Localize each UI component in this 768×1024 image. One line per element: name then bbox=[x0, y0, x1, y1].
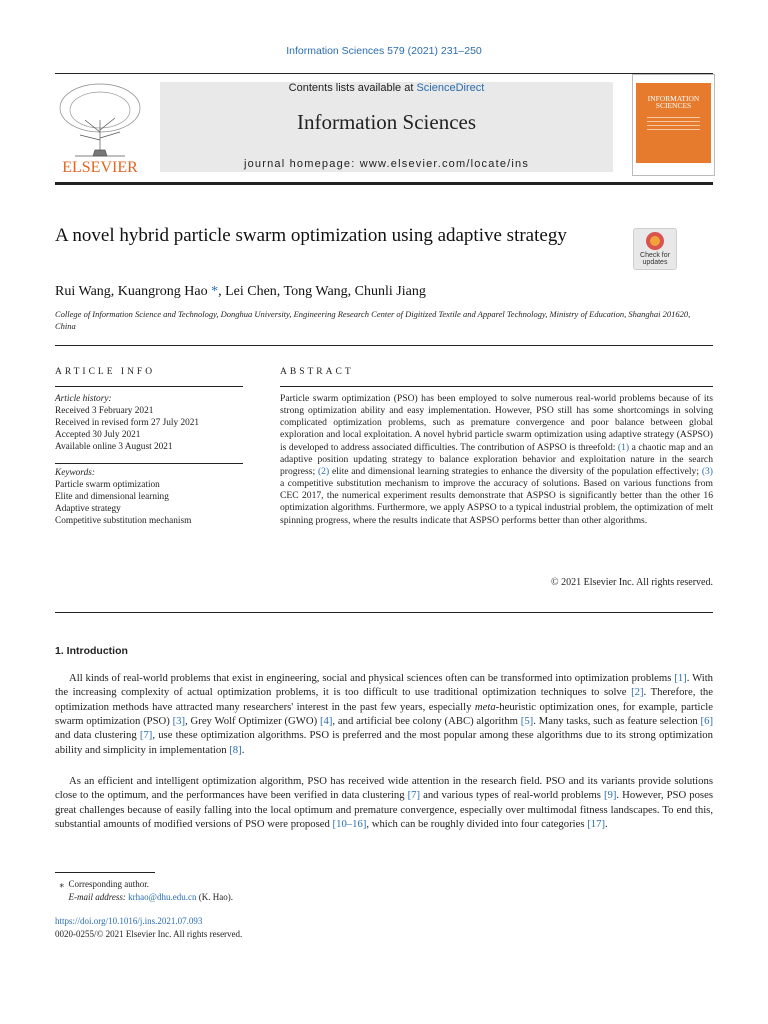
article-history bbox=[55, 393, 245, 453]
citation-link[interactable]: [9] bbox=[603, 789, 617, 802]
issn-line: 0020-0255/© 2021 Elsevier Inc. All rights reserved. bbox=[55, 928, 243, 939]
citation-link[interactable]: [2] bbox=[631, 686, 644, 699]
cover-line bbox=[647, 117, 700, 118]
author-email-link[interactable]: krhao@dhu.edu.cn bbox=[128, 891, 197, 902]
corresponding-footnote: ⁎ Corresponding author. bbox=[59, 879, 149, 889]
abstract-rule bbox=[280, 386, 713, 387]
contents-prefix: Contents lists available at bbox=[288, 82, 417, 94]
history-item: Available online 3 August 2021 bbox=[55, 442, 173, 452]
journal-title: Information Sciences bbox=[296, 110, 477, 134]
keyword-item: Elite and dimensional learning bbox=[55, 492, 169, 502]
email-footnote: E-mail address: krhao@dhu.edu.cn (K. Hao). bbox=[68, 891, 233, 902]
corresponding-author-link[interactable]: * bbox=[211, 284, 219, 299]
affiliation: College of Information Science and Technology, Donghua University, Engineering Research Center of Digitized Textile and Apparel Technology, Ministry of Education, Shanghai 201620, China bbox=[55, 309, 691, 331]
citation-link[interactable]: [8] bbox=[229, 743, 242, 756]
elsevier-tree-logo bbox=[55, 80, 145, 176]
section-rule bbox=[55, 345, 713, 346]
intro-paragraph-2: As an efficient and intelligent optimization algorithm, PSO has received wide attention in the research field. PSO and its variants provide solutions close to the optimum, and the performances have been verified in data clustering [7] and various types of real-world problems [9]. However, PSO poses great challenges because of easily falling into the local optimum and premature convergence, especially over multimodal fitness landscapes. To end this, substantial amounts of modified versions of PSO were proposed [10–16], which can be roughly divided into four categories [17]. bbox=[55, 775, 713, 831]
header-top-rule bbox=[55, 73, 713, 74]
check-updates-label: Check for updates bbox=[640, 252, 670, 266]
abstract-copyright: © 2021 Elsevier Inc. All rights reserved. bbox=[550, 577, 713, 588]
footnote-rule bbox=[55, 872, 155, 873]
article-info-heading: ARTICLE INFO bbox=[55, 367, 156, 377]
check-updates-icon-inner bbox=[650, 236, 660, 246]
citation-link[interactable]: [1] bbox=[674, 672, 687, 684]
elsevier-wordmark: ELSEVIER bbox=[62, 159, 138, 176]
citation-link[interactable]: [6] bbox=[700, 715, 714, 728]
history-item: Received in revised form 27 July 2021 bbox=[55, 418, 200, 428]
citation-link[interactable]: [10–16] bbox=[332, 818, 367, 831]
history-item: Accepted 30 July 2021 bbox=[55, 430, 141, 440]
section-rule bbox=[55, 612, 713, 613]
contribution-link-2[interactable]: (2) bbox=[317, 465, 330, 477]
abstract-heading: ABSTRACT bbox=[280, 367, 354, 377]
article-title: A novel hybrid particle swarm optimization using adaptive strategy bbox=[55, 225, 567, 246]
keyword-item: Adaptive strategy bbox=[55, 504, 121, 514]
keyword-item: Competitive substitution mechanism bbox=[55, 516, 192, 526]
intro-paragraph-1: All kinds of real-world problems that exist in engineering, social and physical sciences often can be transformed into optimization problems [1]. With the increasing complexity of actual optimization problems, it is too difficult to use traditional optimization techniques to solve [2]. Therefore, the optimization methods have attracted many researchers' interest in the past few years, especially meta-heuristic optimization ones, for example, particle swarm optimization (PSO) [3], Grey Wolf Optimizer (GWO) [4], and artificial bee colony (ABC) algorithm [5]. Many tasks, such as feature selection [6] and data clustering [7], use these optimization algorithms. PSO is preferred and the most popular among these algorithms due to its strong optimization ability and simplicity in implementation [8]. bbox=[55, 672, 714, 756]
citation-link[interactable]: [7] bbox=[407, 789, 421, 802]
authors-text: , Lei Chen, Tong Wang, Chunli Jiang bbox=[218, 284, 426, 299]
introduction-heading: 1. Introduction bbox=[55, 645, 128, 657]
contents-line bbox=[160, 82, 613, 94]
author-list bbox=[55, 284, 426, 300]
abstract-text: Particle swarm optimization (PSO) has been employed to solve numerous real-world problems because of its strong optimization ability and easy implementation. However, PSO still has some shortcomings in solving complicated optimization problems, such as premature convergence and poor balance between global exploration and local exploitation. A novel hybrid particle swarm optimization using adaptive strategy (ASPSO) is developed to address associated difficulties. The contribution of ASPSO is threefold: (1) a chaotic map and an adaptive position updating strategy to balance exploration behavior and exploitation nature in the search progress; (2) elite and dimensional learning strategies to enhance the diversity of the population effectively; (3) a competitive substitution mechanism to improve the accuracy of solutions. Based on various functions from CEC 2017, the numerical experiment results demonstrate that ASPSO is significantly better than the other 16 optimization algorithms. Furthermore, we apply ASPSO to a typical industrial problem, the optimization of melt spinning progress, where the results indicate that ASPSO performs better than other algorithms. bbox=[280, 393, 713, 526]
contribution-link-1[interactable]: (1) bbox=[617, 441, 630, 453]
citation-link[interactable]: [5] bbox=[520, 715, 534, 728]
cover-line bbox=[647, 121, 700, 122]
keywords bbox=[55, 467, 245, 527]
citation-link[interactable]: [3] bbox=[172, 715, 186, 728]
keywords-label: Keywords: bbox=[55, 468, 95, 478]
info-rule bbox=[55, 386, 243, 387]
journal-cover-thumbnail[interactable] bbox=[632, 74, 715, 176]
citation-link[interactable]: [7] bbox=[139, 729, 153, 742]
cover-line bbox=[647, 125, 700, 126]
journal-homepage[interactable]: journal homepage: www.elsevier.com/locate/ins bbox=[243, 158, 530, 170]
doi-block bbox=[55, 915, 242, 940]
citation-link[interactable]: [17] bbox=[587, 818, 606, 831]
footnotes bbox=[55, 878, 233, 903]
history-label: Article history: bbox=[55, 394, 112, 404]
authors-text: Rui Wang, Kuangrong Hao bbox=[55, 284, 208, 299]
sciencedirect-link[interactable]: ScienceDirect bbox=[416, 82, 485, 94]
info-rule bbox=[55, 463, 243, 464]
cover-line bbox=[647, 129, 700, 130]
cover-title: INFORMATION SCIENCES bbox=[647, 94, 700, 110]
contribution-link-3[interactable]: (3) bbox=[701, 465, 713, 477]
history-item: Received 3 February 2021 bbox=[55, 406, 154, 416]
journal-reference-link[interactable]: Information Sciences 579 (2021) 231–250 bbox=[286, 45, 482, 57]
keyword-item: Particle swarm optimization bbox=[55, 480, 160, 490]
citation-link[interactable]: [4] bbox=[319, 715, 333, 728]
header-bottom-rule bbox=[55, 182, 713, 185]
check-for-updates-button[interactable] bbox=[633, 228, 677, 270]
doi-link[interactable]: https://doi.org/10.1016/j.ins.2021.07.093 bbox=[55, 916, 203, 926]
